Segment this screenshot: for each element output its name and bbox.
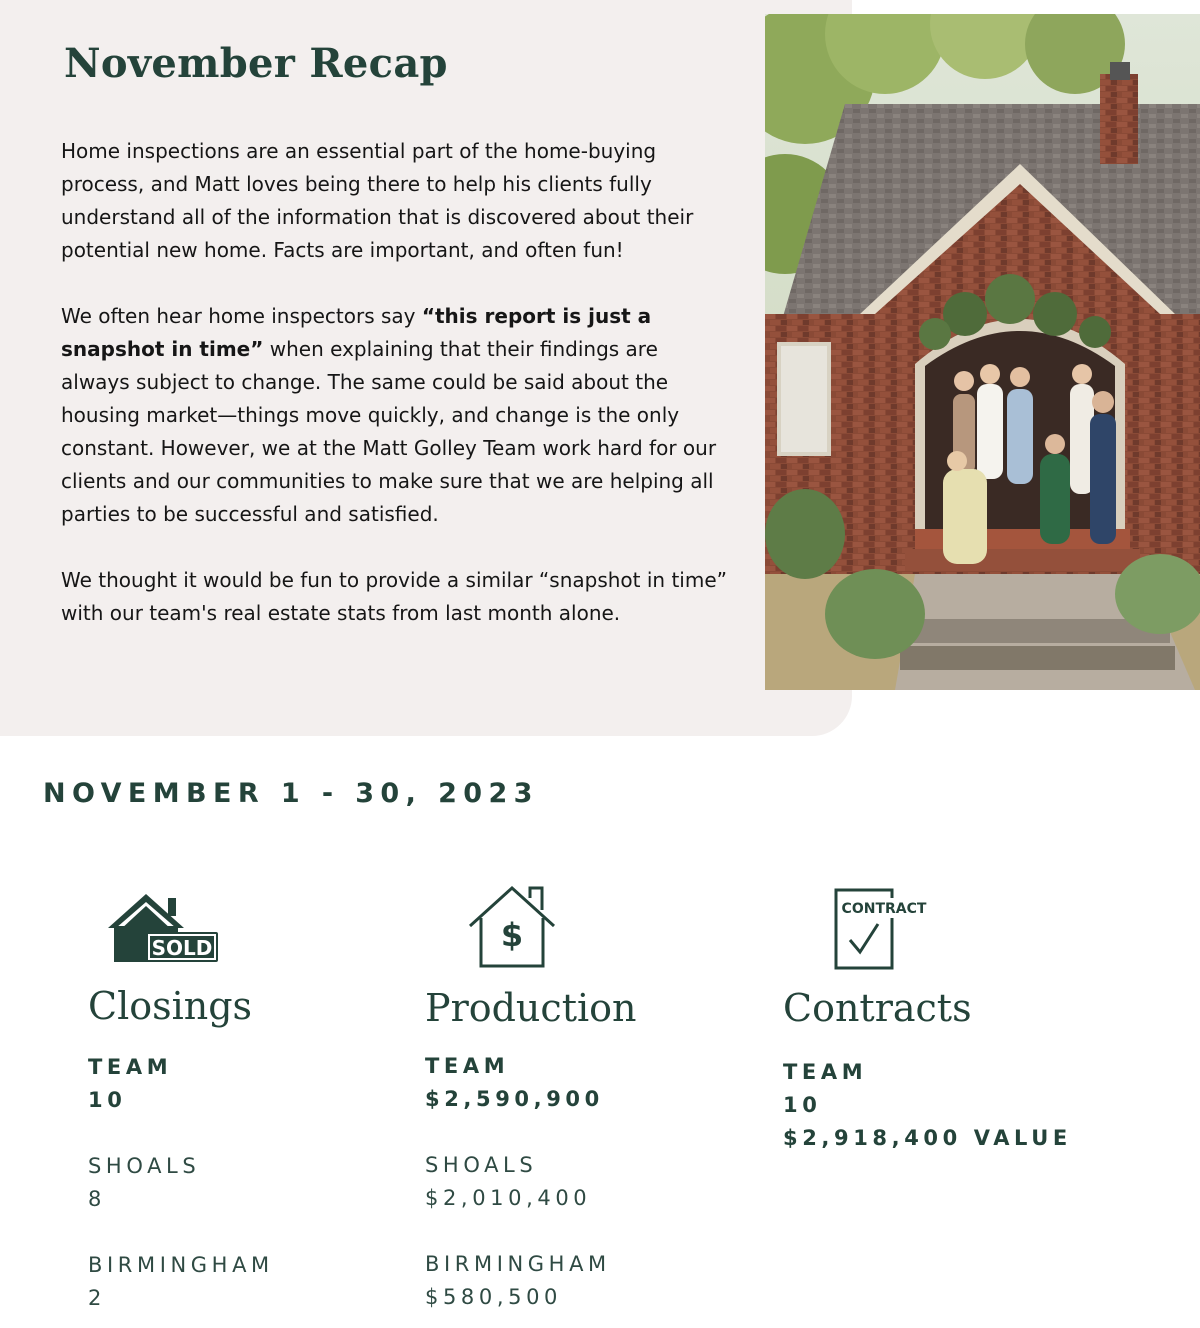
closings-team-label: TEAM — [88, 1055, 173, 1079]
closings-birmingham-label: BIRMINGHAM — [88, 1253, 274, 1277]
recap-paragraph-1: Home inspections are an essential part of the home-buying process, and Matt loves being there to help his clients fully understand all of the information that is discovered about their potential new home. Facts are important, and often fun! — [61, 139, 694, 262]
team-house-photo — [765, 14, 1200, 690]
closings-birmingham-value: 2 — [88, 1286, 106, 1310]
sold-badge: SOLD — [151, 936, 213, 960]
contract-badge: CONTRACT — [841, 901, 927, 917]
closings-title: Closings — [88, 984, 253, 1028]
production-title: Production — [425, 986, 637, 1030]
paragraph-2-rest: when explaining that their findings are always subject to change. The same could be said about the housing market—things move quickly, and change is the only constant. However, we at the Matt Golley Team work hard for our clients and our communities to make sure that we are helping all parties to be successful and satisfied. — [61, 337, 717, 526]
date-range-heading: NOVEMBER 1 - 30, 2023 — [43, 778, 539, 809]
production-shoals-label: SHOALS — [425, 1153, 538, 1177]
production-birmingham-value: $580,500 — [425, 1285, 563, 1309]
recap-paragraph-2 — [61, 300, 731, 531]
recap-body — [61, 135, 741, 663]
closings-team-value: 10 — [88, 1088, 127, 1112]
house-sold-icon — [106, 892, 220, 964]
contracts-team-label: TEAM — [783, 1060, 868, 1084]
production-team-label: TEAM — [425, 1054, 510, 1078]
recap-paragraph-3: We thought it would be fun to provide a similar “snapshot in time” with our team's real estate stats from last month alone. — [61, 568, 728, 625]
production-shoals-value: $2,010,400 — [425, 1186, 592, 1210]
contracts-team-total: $2,918,400 VALUE — [783, 1126, 1072, 1150]
contract-check-icon — [834, 888, 930, 970]
paragraph-2-lead: We often hear home inspectors say — [61, 304, 422, 328]
dollar-symbol: $ — [500, 916, 524, 954]
closings-shoals-value: 8 — [88, 1187, 106, 1211]
house-dollar-icon — [466, 884, 558, 970]
production-birmingham-label: BIRMINGHAM — [425, 1252, 611, 1276]
contracts-title: Contracts — [783, 986, 972, 1030]
recap-title: November Recap — [64, 40, 448, 87]
contracts-team-value: 10 — [783, 1093, 822, 1117]
snapshot-quote: “this report is just a snapshot in time” — [61, 304, 652, 361]
closings-shoals-label: SHOALS — [88, 1154, 201, 1178]
production-team-value: $2,590,900 — [425, 1087, 604, 1111]
